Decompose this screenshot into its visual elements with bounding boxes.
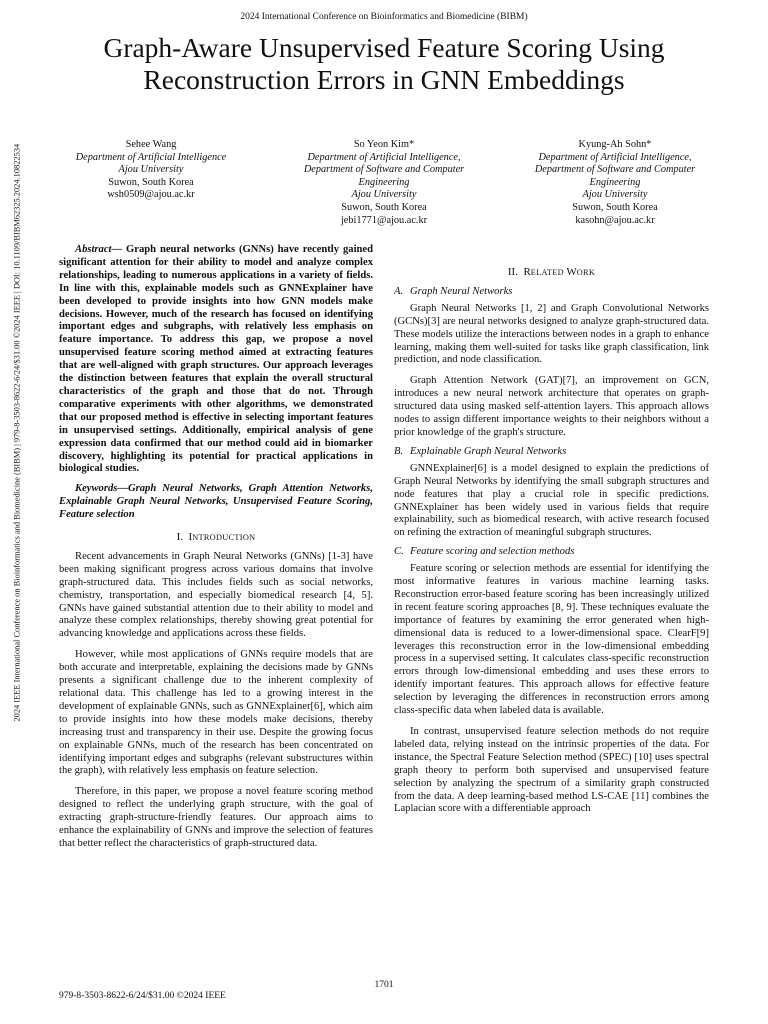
- author-name: Kyung-Ah Sohn*: [578, 139, 652, 150]
- title-line-2: Reconstruction Errors in GNN Embeddings: [143, 64, 625, 95]
- paper-title: [40, 32, 728, 96]
- related-paragraph: Graph Neural Networks [1, 2] and Graph Convolutional Networks (GCNs)[3] are neural networks designed to analyze graph-structured data. These models utilize the interactions between nodes in a graph to enhance learning, making them well-suited for tasks like graph classification, link prediction, and node classification.: [394, 302, 709, 366]
- author-name: Sehee Wang: [125, 139, 177, 150]
- author-affiliation: Engineering: [358, 176, 410, 188]
- subsection-letter: C.: [394, 546, 404, 558]
- section-number: II.: [507, 266, 518, 278]
- author-affiliation: Department of Software and Computer: [534, 164, 696, 176]
- abstract-text: Graph neural networks (GNNs) have recently gained significant attention for their ability to model and analyze complex relationships, leading to numerous applications in a variety of fields. In line with this, explainable models such as GNNExplainer have been developed to provide insights into how GNN models make decisions. However, much of the research has focused on identifying important edges and subgraphs, with relatively less emphasis on feature importance. To address this gap, we propose a novel unsupervised feature scoring method aimed at extracting features that are well-aligned with graph structures. Our approach leverages the distinction between features that explain the overall structural characteristics of the graph and those that do not. Through comparative experiments with other algorithms, we demonstrated that our proposed method is effective in selecting important features in unsupervised settings. Additionally, empirical analysis of gene expression data confirmed that our method could aid in biomarker discovery, highlighting its potential for practical applications in biological studies.: [59, 244, 373, 475]
- related-paragraph: GNNExplainer[6] is a model designed to explain the predictions of Graph Neural Networks by identifying the small subgraph structures and node features that play a crucial role in specific predictions. GNNExplainer has been widely used in various fields that require explainability, such as biomedical research, with active research focused on refining the extraction of meaningful subgraph structures.: [394, 462, 709, 539]
- intro-paragraph: Recent advancements in Graph Neural Networks (GNNs) [1-3] have been making significant progress across various domains that involve graph-structured data. This includes fields such as social networks, chemistry, transportation, and especially biomedical research [4, 5]. GNNs have gained substantial attention due to their ability to model and analyze these complex relationships, thereby showing great potential for advancing knowledge and applications across these fields.: [59, 550, 373, 640]
- author-affiliation: Ajou University: [582, 189, 648, 201]
- author-affiliation: Engineering: [589, 176, 641, 188]
- subsection-letter: B.: [394, 445, 404, 457]
- author-location: Suwon, South Korea: [341, 201, 427, 213]
- subsection-title: Graph Neural Networks: [410, 285, 513, 297]
- title-line-1: Graph-Aware Unsupervised Feature Scoring Using: [103, 32, 665, 63]
- section-title-rest: NTRODUCTION: [192, 533, 256, 543]
- related-paragraph: Graph Attention Network (GAT)[7], an improvement on GCN, introduces a new neural network architecture that operates on graph-structured data using masked self-attention layers. This approach allows nodes to assign different importance weights to their neighbors without a prior knowledge of the graph's structure.: [394, 375, 709, 438]
- section-number: I.: [176, 531, 184, 544]
- subsection-title: Explainable Graph Neural Networks: [410, 445, 567, 457]
- author-email[interactable]: jebi1771@ajou.ac.kr: [340, 214, 428, 226]
- abstract: [59, 244, 373, 476]
- author-location: Suwon, South Korea: [572, 201, 658, 213]
- related-paragraph: In contrast, unsupervised feature selection methods do not require labeled data, relying instead on the intrinsic properties of the data. For instance, the Spectral Feature Selection method (SPEC) [10] uses spectral graph theory to perform both supervised and unsupervised feature selection by analyzing the spectrum of a similarity graph constructed from the data. A deep learning-based method LS-CAE [11] combines the Laplacian score with a differentiable approach: [394, 726, 709, 815]
- copyright-line: 979-8-3503-8622-6/24/$31.00 ©2024 IEEE: [59, 991, 226, 1001]
- related-paragraph: Feature scoring or selection methods are essential for identifying the most informative features in various machine learning tasks. Reconstruction error-based feature scoring has been increasingly utilized in recent feature scoring approaches [8, 9]. These techniques evaluate the importance of features by examining the error generated when high-dimensional data is reduced to a lower-dimensional space. ClearF[9] leverages this reconstruction error in the low-dimensional embedding process in a supervised setting. It calculates class-specific reconstruction errors through low-dimensional embedding and uses these errors to identify important features. This approach allows for effective feature selection by leveraging the differences in reconstruction errors among class-specific data when labeled data is available.: [394, 563, 709, 717]
- left-column: [59, 244, 373, 851]
- subsection-title: Feature scoring and selection methods: [410, 546, 575, 558]
- author-email[interactable]: wsh0509@ajou.ac.kr: [107, 189, 195, 201]
- subsection-heading-gnn: [394, 286, 709, 299]
- abstract-lead: Abstract—: [75, 244, 123, 255]
- author-affiliation: Ajou University: [351, 189, 417, 201]
- author-name: So Yeon Kim*: [353, 139, 415, 150]
- author-email[interactable]: kasohn@ajou.ac.kr: [575, 214, 655, 226]
- subsection-heading-explainable-gnn: [394, 446, 709, 459]
- section-title-rest-2: ORK: [576, 268, 596, 277]
- section-title-rest: ELATED: [530, 268, 567, 277]
- right-column: [394, 266, 709, 816]
- section-heading-related-work: [394, 266, 709, 280]
- author-block-2: [269, 139, 499, 227]
- keywords: Keywords—Graph Neural Networks, Graph Attention Networks, Explainable Graph Neural Networks, Unsupervised Feature Scoring, Feature selection: [59, 483, 373, 521]
- section-title-initial: I: [188, 531, 193, 544]
- author-affiliation: Department of Artificial Intelligence,: [307, 151, 461, 163]
- conference-header: 2024 International Conference on Bioinformatics and Biomedicine (BIBM): [240, 12, 528, 22]
- intro-paragraph: However, while most applications of GNNs require models that are both accurate and interpretable, explaining the decisions made by GNNs presents a significant challenge due to the inherent complexity of relational data. This challenge has led to a growing interest in the development of explainable GNNs, such as GNNExplainer[6], which aim to provide insights into how these models make decisions, thereby increasing trust and transparency in their use. Despite the growing focus on explainable GNNs, much of the research has been concentrated on identifying important edges and subgraphs (relevant substructures within the graph), with relatively less emphasis on feature selection.: [59, 649, 373, 777]
- intro-paragraph: Therefore, in this paper, we propose a novel feature scoring method designed to reflect the underlying graph structure, with the goal of extracting graph-structure-friendly features. Our approach aims to enhance the explainability of GNNs and improve the selection of features that better reflect the characteristics of graph-structured data.: [59, 786, 373, 849]
- section-heading-introduction: [59, 531, 373, 545]
- author-affiliation: Department of Artificial Intelligence,: [538, 151, 692, 163]
- author-affiliation: Department of Software and Computer: [303, 164, 465, 176]
- author-block-3: [500, 139, 730, 227]
- author-location: Suwon, South Korea: [108, 176, 194, 188]
- subsection-letter: A.: [394, 285, 404, 297]
- section-title-initial-2: W: [566, 266, 577, 278]
- subsection-heading-feature-scoring: [394, 546, 709, 559]
- section-title-initial: R: [523, 266, 531, 278]
- author-affiliation: Ajou University: [118, 164, 184, 176]
- author-affiliation: Department of Artificial Intelligence: [75, 151, 227, 163]
- page-number: 1701: [374, 980, 394, 990]
- author-block-1: [36, 139, 266, 202]
- side-doi-stamp: 2024 IEEE International Conference on Bioinformatics and Biomedicine (BIBM) | 979-8-3503-8622-6/24/$31.00 ©2024 IEEE | DOI: 10.1109/BIBM62325.2024.10822534: [12, 143, 22, 722]
